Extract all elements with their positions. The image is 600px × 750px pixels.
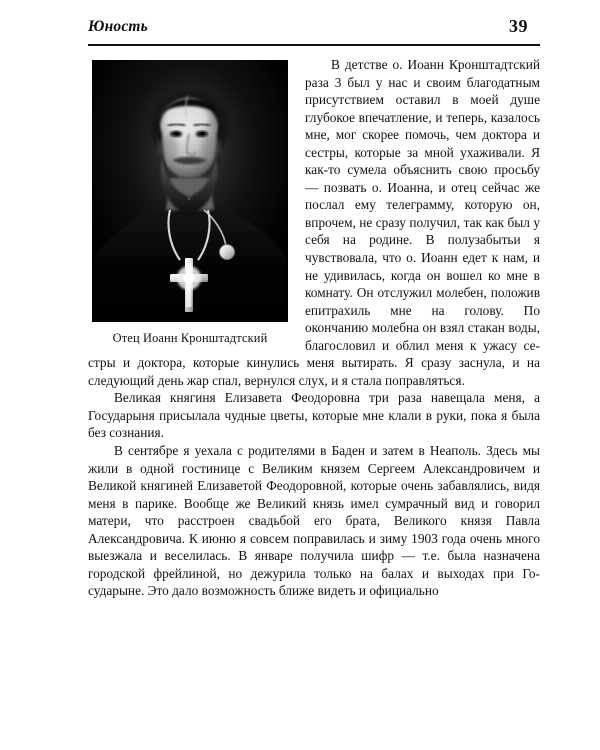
portrait-photo-image [92, 60, 288, 322]
figure-portrait [92, 60, 288, 346]
figure-caption: Отец Иоанн Кронштадтский [112, 331, 268, 345]
paragraph-1: В детстве о. Иоанн Кронштадтский раза 3 был у нас и своим благодатным присутствием оставил в моей душе глубокое впечатление, и теперь, казалось мне, мог скорее помочь, чем доктора и сестры, которые за мной ухаживали. Я как-то сумела объяснить свою просьбу — позвать о. Иоанна, и отец сейчас же послал ему телеграмму, которую он, впрочем, не сразу получил, так как был у себя на родине. В полузабытьи я чувствовала, что о. Иоанн едет к нам, и не удивилась, когда он вошел ко мне в комнату. Он отслужил молебен, положив епитрахиль мне на голову. По окончанию молебна он взял стакан воды, благословил и облил меня к ужасу сестры и доктора, которые кинулись меня вытирать. Я сразу заснула, и на следующий день жар спал, вернулся слух, и я стала поправляться. [88, 57, 540, 388]
page-number: 39 [509, 16, 528, 36]
paragraph-3: В сентябре я уехала с родителями в Баден и затем в Неаполь. Здесь мы жили в одной гостинице с Великим князем Сергеем Александровичем и Великой княгиней Елизаветой Феодоровной, которые очень забавлялись, видя меня в парике. Вообще же Великий князь имел сумрачный вид и говорил матери, что расстроен свадьбой его брата, Великого князя Павла Александровича. К июню я совсем поправилась и зиму 1903 года очень много выезжала и веселилась. В январе получила шифр — т.е. была назначена городской фрейлиной, но дежурила только на балах и выходах при Государыне. Это дало возможность ближе видеть и официально [88, 443, 540, 599]
portrait-photo [92, 60, 288, 322]
body-text [88, 56, 540, 600]
header-rule [88, 44, 540, 46]
running-head-title: Юность [88, 18, 148, 35]
running-head [88, 18, 540, 44]
paragraph-2: Великая княгиня Елизавета Феодоровна три раза навещала меня, а Государыня присылала чудные цветы, которые мне клали в руки, пока я была без сознания. [88, 390, 540, 441]
